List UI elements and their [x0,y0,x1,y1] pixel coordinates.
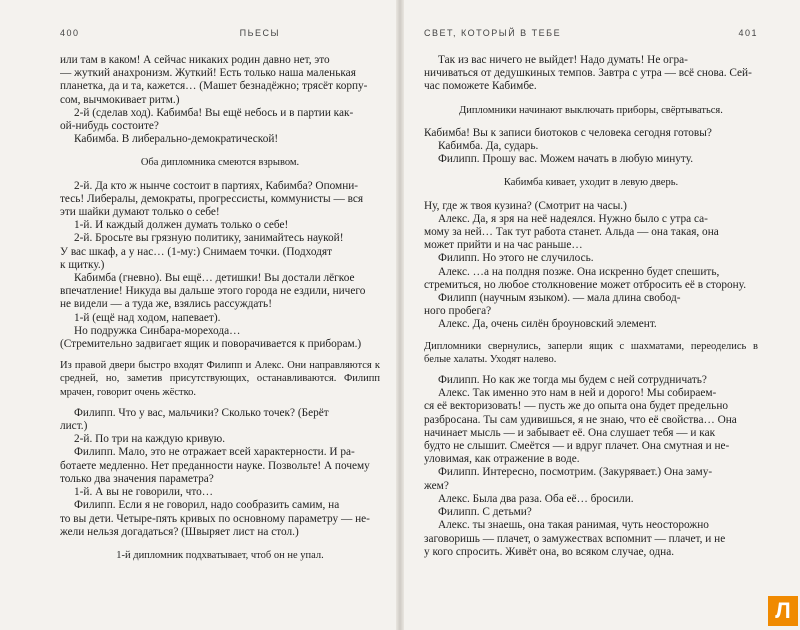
text-line: (Стремительно задвигает ящик и поворачивается к приборам.) [60,338,362,351]
text-line: час поможете Кабимбе. [424,80,537,93]
text-line: не видели — а туда же, взялись рассуждать! [60,298,272,311]
left-running-title: ПЬЕСЫ [239,28,280,38]
text-line: только два значения параметра? [60,472,214,485]
text-line: ничиваться от дедушкиных темпов. Завтра с утра — всё снова. Сей- [424,67,752,80]
text-line: Филипп. Но этого не случилось. [438,252,594,265]
left-page-number: 400 [60,28,80,38]
text-line: ботаете медленно. Нет преданности науке. Позвольте! А почему [60,459,370,472]
text-line: 2-й. Да кто ж нынче состоит в партиях, Кабимба? Опомни- [74,179,359,192]
text-line: 2-й. Бросьте вы грязную политику, занимайтесь наукой! [74,232,344,245]
text-line: или там в каком! А сейчас никаких родин давно нет, это [60,54,330,66]
text-line: к щитку.) [60,258,105,271]
text-line: ся её векторизовать! — пусть же до опыта она будет предельно [424,400,729,413]
text-line: ного пробега? [424,305,492,318]
text-line: Кабимба. В либерально-демократической! [74,133,279,146]
text-line: У вас шкаф, а у нас… (1-му:) Снимаем точки. (Подходят [60,245,333,258]
stage-direction: 1-й дипломник подхватывает, чтоб он не упал. [116,549,324,561]
text-line: Алекс. Да, очень силён броуновский элемент. [438,318,657,331]
text-line: у кого спросить. Живёт она, во всяком случае, одна. [424,545,675,558]
text-line: Алекс. Так именно это нам в ней и дорого! Мы собираем- [438,387,717,400]
right-page [402,0,800,630]
text-line: Кабимба. Да, сударь. [438,140,539,153]
text-line: стремиться, но любое столкновение может отбросить её в сторону. [424,278,747,291]
text-line: впечатление! Никуда вы дальше этого города не ездили, ничего [60,285,366,298]
stage-direction: Дипломники свернулись, заперли ящик с шахматами, переоделись в белые халаты. Уходят налево. [424,340,758,365]
text-line: то вы дети. Четыре-пять кривых по основному параметру — не- [60,512,370,525]
text-line: Филипп. Что у вас, мальчики? Сколько точек? (Берёт [74,406,329,419]
text-line: уловимая, как отражение в воде. [424,453,580,466]
publisher-logo: Л [768,596,798,626]
text-line: Кабимба (гневно). Вы ещё… детишки! Вы достали лёгкое [74,272,355,285]
text-line: ой-нибудь состоите? [60,120,159,133]
text-line: Так из вас ничего не выйдет! Надо думать! Не огра- [438,54,688,66]
stage-direction: Дипломники начинают выключать приборы, свёртываться. [459,104,723,116]
text-line: Филипп. Прошу вас. Можем начать в любую минуту. [438,153,694,166]
text-line: Алекс. Да, я зря на неё надеялся. Нужно было с утра са- [438,212,708,225]
text-line: Алекс. ты знаешь, она такая ранимая, чуть неосторожно [438,519,709,532]
text-line: разбросана. Ты сам удивишься, я не знаю, что её свойства… Она [424,413,737,426]
text-line: — жуткий анахронизм. Жуткий! Есть только наша маленькая [60,67,356,80]
left-page-header [60,28,380,38]
text-line: 1-й. И каждый должен думать только о себе! [74,219,289,232]
text-line: будто не слышит. Смеётся — и вдруг плачет. Она смутная и не- [424,440,730,453]
text-line: Филипп. Если я не говорил, надо сообразить самим, на [74,499,340,512]
text-line: 1-й (ещё над ходом, напевает). [74,311,221,324]
text-line: Но подружка Синбара-морехода… [74,324,241,337]
stage-direction: Оба дипломника смеются взрывом. [140,157,300,169]
text-line: заговоришь — плачет, о замужествах вспомнит — плачет, и не [424,532,726,545]
text-line: жели нельзя догадаться? (Швыряет лист на стол.) [60,525,299,538]
text-line: 2-й. По три на каждую кривую. [74,433,226,446]
text-line: Филипп (научным языком). — мала длина свобод- [438,292,681,305]
text-line: Алекс. Была два раза. Оба её… бросили. [438,492,634,505]
text-line: 2-й (сделав ход). Кабимба! Вы ещё небось и в партии как- [74,106,354,119]
left-page-text [60,54,380,562]
right-page-text [424,54,758,559]
text-line: Алекс. …а на полдня позже. Она искренно будет спешить, [438,265,720,278]
text-line: жем? [424,479,449,492]
text-line: тесь! Либералы, демократы, прогрессисты, коммунисты — вся [60,192,364,205]
right-page-header [424,28,758,38]
left-page [0,0,398,630]
right-page-number: 401 [738,28,758,38]
text-line: Филипп. Но как же тогда мы будем с ней сотрудничать? [438,374,707,387]
text-line: Филипп. Мало, это не отражает всей характерности. И ра- [74,446,355,459]
text-line: 1-й. А вы не говорили, что… [74,486,214,499]
text-line: Филипп. Интересно, посмотрим. (Закурявает.) Она заму- [438,466,713,479]
text-line: Филипп. С детьми? [438,506,532,519]
right-running-title: СВЕТ, КОТОРЫЙ В ТЕБЕ [424,28,562,38]
text-line: эти шайки думают только о себе! [60,206,220,219]
text-line: планетка, да и та, кажется… (Машет безнадёжно; трясёт корпу- [60,80,368,93]
stage-direction: Кабимба кивает, уходит в левую дверь. [503,177,679,189]
text-line: лист.) [60,420,88,433]
text-line: Ну, где ж твоя кузина? (Смотрит на часы.) [424,199,627,212]
text-line: начинает мысль — и забывает её. Она слушает тебя — и как [424,426,716,439]
text-line: может прийти и на час раньше… [424,239,583,252]
text-line: сом, вычмокивает ритм.) [60,93,180,106]
text-line: мому за ней… Так тут работа станет. Альда — она такая, она [424,226,719,239]
text-line: Кабимба! Вы к записи биотоков с человека сегодня готовы? [424,126,712,139]
stage-direction: Из правой двери быстро входят Филипп и Алекс. Они направляются к средней, но, заметив присутствующих, останавливаются. Филипп мрачен, говорит очень жёстко. [60,360,380,398]
